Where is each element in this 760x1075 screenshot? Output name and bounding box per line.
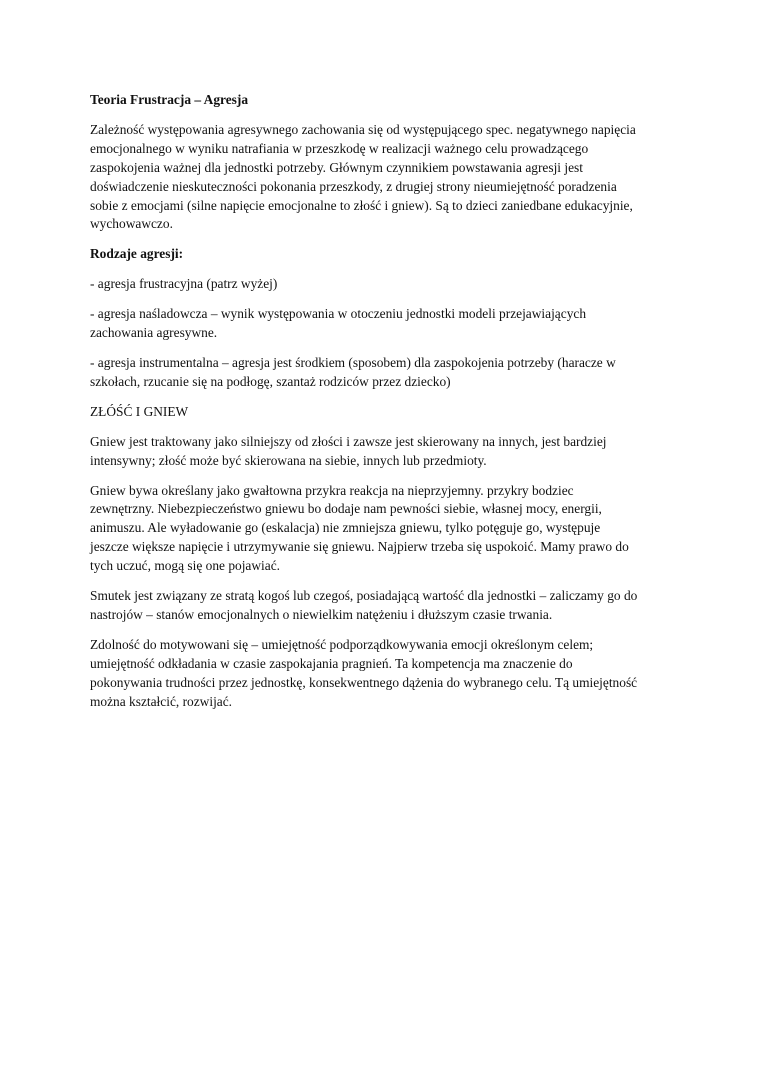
type-imitative-item xyxy=(90,305,670,343)
text-line: Zdolność do motywowani się – umiejętność podporządkowywania emocji określonym celem; xyxy=(90,636,594,652)
text-line: jeszcze większe napięcie i utrzymywanie się gniewu. Najpierw trzeba się uspokoić. Mamy prawo do xyxy=(90,539,629,555)
types-heading-text: Rodzaje agresji: xyxy=(90,246,184,262)
anger-heading xyxy=(90,403,670,422)
text-line: - agresja instrumentalna – agresja jest środkiem (sposobem) dla zaspokojenia potrzeby (haracze w xyxy=(90,354,616,370)
text-line: zachowania agresywne. xyxy=(90,325,218,341)
intro-paragraph xyxy=(90,121,670,234)
text-line: - agresja frustracyjna (patrz wyżej) xyxy=(90,276,278,292)
text-line: zewnętrzny. Niebezpieczeństwo gniewu bo dodaje nam pewności siebie, własnej mocy, energii, xyxy=(90,501,602,517)
text-line: animuszu. Ale wyładowanie go (eskalacja) nie zmniejsza gniewu, tylko potęguje go, występuje xyxy=(90,520,601,536)
text-line: można kształcić, rozwijać. xyxy=(90,693,233,709)
text-line: pokonywania trudności przez jednostkę, konsekwentnego dążenia do wybranego celu. Tą umiejętność xyxy=(90,674,638,690)
document-page xyxy=(90,91,670,722)
text-line: umiejętność odkładania w czasie zaspokajania pragnień. Ta kompetencja ma znaczenie do xyxy=(90,655,573,671)
text-line: Smutek jest związany ze stratą kogoś lub czegoś, posiadającą wartość dla jednostki – zaliczamy go do xyxy=(90,588,638,604)
text-line: intensywny; złość może być skierowana na siebie, innych lub przedmioty. xyxy=(90,452,487,468)
text-line: nastrojów – stanów emocjonalnych o niewielkim natężeniu i dłuższym czasie trwania. xyxy=(90,606,553,622)
anger-paragraph-2 xyxy=(90,482,670,577)
document-title-text: Teoria Frustracja – Agresja xyxy=(90,92,249,107)
text-line: - agresja naśladowcza – wynik występowania w otoczeniu jednostki modeli przejawiających xyxy=(90,306,587,322)
text-line: Gniew jest traktowany jako silniejszy od złości i zawsze jest skierowany na innych, jest bardziej xyxy=(90,433,607,449)
text-line: Gniew bywa określany jako gwałtowna przykra reakcja na nieprzyjemny. przykry bodziec xyxy=(90,482,574,498)
type-instrumental-item xyxy=(90,354,670,392)
text-line: wychowawczo. xyxy=(90,216,173,232)
types-heading xyxy=(90,245,670,264)
document-title xyxy=(90,91,670,110)
anger-heading-text: ZŁÓŚĆ I GNIEW xyxy=(90,403,189,419)
text-line: Zależność występowania agresywnego zachowania się od występującego spec. negatywnego napięcia xyxy=(90,121,636,137)
motivation-paragraph xyxy=(90,636,670,712)
text-line: doświadczenie nieskuteczności pokonania przeszkody, z drugiej strony nieumiejętność poradzenia xyxy=(90,178,617,194)
text-line: sobie z emocjami (silne napięcie emocjonalne to złość i gniew). Są to dzieci zaniedbane edukacyjnie, xyxy=(90,197,633,213)
type-frustration-item xyxy=(90,275,670,294)
anger-paragraph-1 xyxy=(90,433,670,471)
text-line: szkołach, rzucanie się na podłogę, szantaż rodziców przez dziecko) xyxy=(90,373,451,389)
text-line: tych uczuć, mogą się one pojawiać. xyxy=(90,558,280,574)
sadness-paragraph xyxy=(90,587,670,625)
text-line: emocjonalnego w wyniku natrafiania w przeszkodę w realizacji ważnego celu prowadzącego xyxy=(90,140,589,156)
text-line: zaspokojenia ważnej dla jednostki potrzeby. Głównym czynnikiem powstawania agresji jest xyxy=(90,159,583,175)
